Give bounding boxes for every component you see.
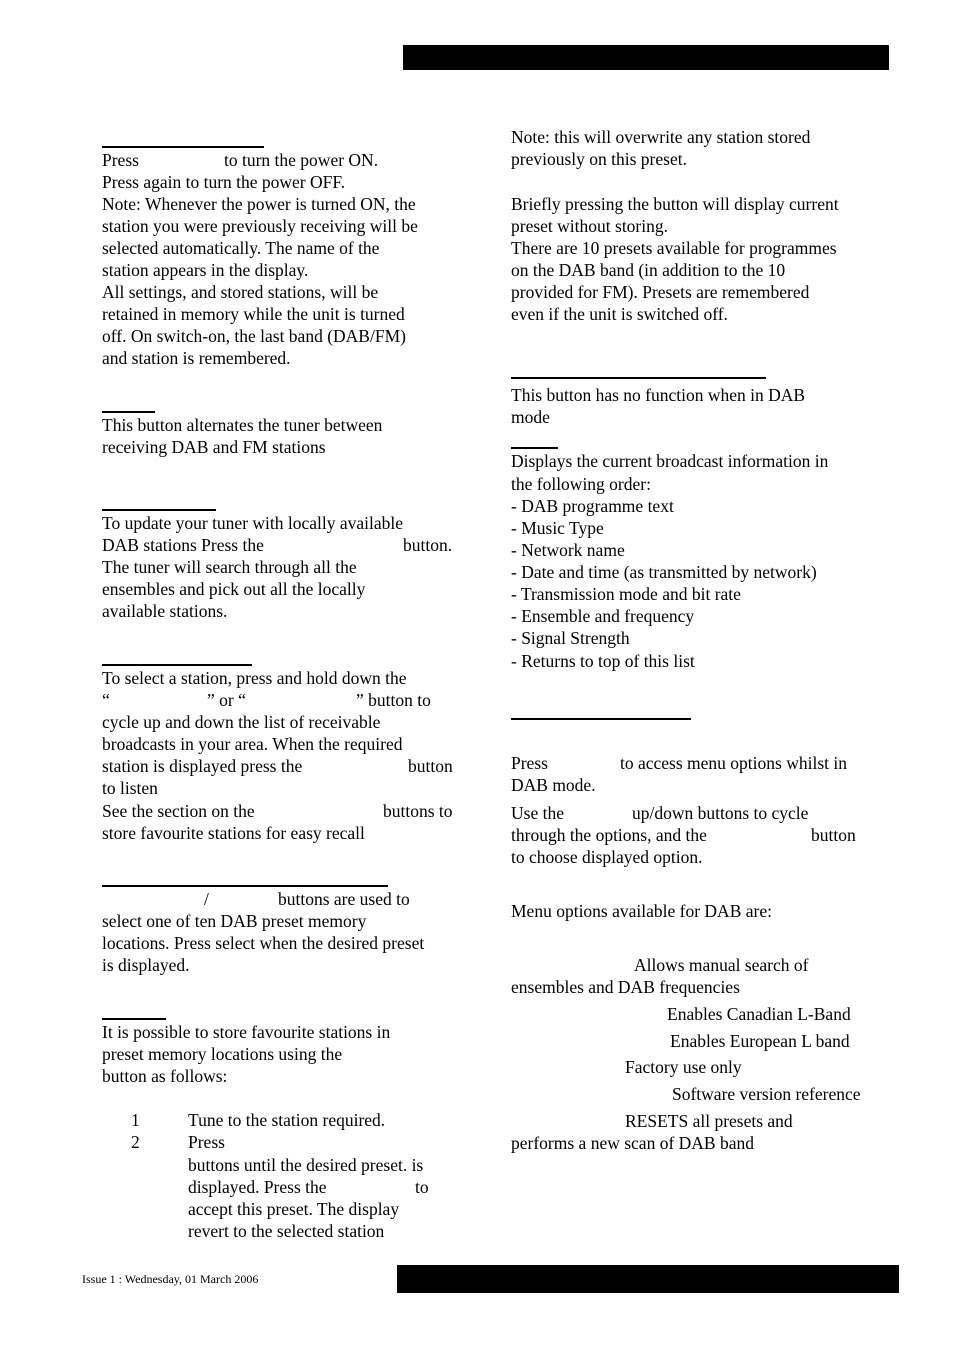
- text-line: - DAB programme text: [511, 496, 674, 516]
- text-line: “: [102, 690, 110, 710]
- text-line: The tuner will search through all the: [102, 557, 357, 577]
- text-line: store favourite stations for easy recall: [102, 823, 365, 843]
- text-line: There are 10 presets available for programmes: [511, 238, 837, 258]
- footer-issue-date: Issue 1 : Wednesday, 01 March 2006: [82, 1272, 259, 1286]
- text-line: to turn the power ON.: [224, 150, 379, 170]
- step-number: 2: [131, 1132, 140, 1152]
- text-line: selected automatically. The name of the: [102, 238, 380, 258]
- text-line: buttons until the desired preset. is: [188, 1155, 424, 1175]
- text-line: through the options, and the: [511, 825, 707, 845]
- text-line: button: [408, 756, 453, 776]
- text-line: locations. Press select when the desired preset: [102, 933, 425, 953]
- text-line: Press: [102, 150, 139, 170]
- text-line: station you were previously receiving will be: [102, 216, 418, 236]
- text-line: to access menu options whilst in: [620, 753, 847, 773]
- text-line: select one of ten DAB preset memory: [102, 911, 367, 931]
- text-line: - Returns to top of this list: [511, 651, 695, 671]
- text-line: cycle up and down the list of receivable: [102, 712, 381, 732]
- text-line: buttons are used to: [278, 889, 410, 909]
- text-line: See the section on the: [102, 801, 255, 821]
- text-line: broadcasts in your area. When the required: [102, 734, 403, 754]
- text-line: button.: [403, 535, 453, 555]
- text-line: - Music Type: [511, 518, 604, 538]
- info-heading-rule: [511, 447, 558, 449]
- store-heading-rule: [102, 1018, 166, 1020]
- text-line: This button has no function when in DAB: [511, 385, 806, 405]
- text-line: button: [811, 825, 856, 845]
- text-line: buttons to: [383, 801, 453, 821]
- text-line: Tune to the station required.: [188, 1110, 386, 1130]
- text-line: to choose displayed option.: [511, 847, 703, 867]
- text-line: To update your tuner with locally available: [102, 513, 404, 533]
- text-line: Press again to turn the power OFF.: [102, 172, 346, 192]
- footer-bar: [397, 1265, 899, 1293]
- text-line: Note: Whenever the power is turned ON, the: [102, 194, 416, 214]
- text-line: retained in memory while the unit is turned: [102, 304, 405, 324]
- text-line: off. On switch-on, the last band (DAB/FM): [102, 326, 406, 346]
- text-line: This button alternates the tuner between: [102, 415, 383, 435]
- menu-option-description: Factory use only: [625, 1057, 742, 1077]
- text-line: displayed. Press the: [188, 1177, 327, 1197]
- text-line: available stations.: [102, 601, 228, 621]
- menu-option-description: Enables European L band: [670, 1031, 850, 1051]
- nofunc-heading-rule: [511, 377, 766, 379]
- tuning-heading-rule: [102, 664, 252, 666]
- preset-heading-rule: [102, 885, 388, 887]
- text-line: - Transmission mode and bit rate: [511, 584, 741, 604]
- text-line: - Date and time (as transmitted by network): [511, 562, 817, 582]
- text-line: - Ensemble and frequency: [511, 606, 695, 626]
- text-line: receiving DAB and FM stations: [102, 437, 326, 457]
- text-line: Menu options available for DAB are:: [511, 901, 772, 921]
- band-heading-rule: [102, 411, 155, 413]
- text-line: button as follows:: [102, 1066, 228, 1086]
- menu-option-description: performs a new scan of DAB band: [511, 1133, 754, 1153]
- text-line: Note: this will overwrite any station stored: [511, 127, 811, 147]
- text-line: DAB stations Press the: [102, 535, 264, 555]
- text-line: on the DAB band (in addition to the 10: [511, 260, 786, 280]
- text-line: to: [415, 1177, 429, 1197]
- text-line: DAB mode.: [511, 775, 596, 795]
- text-line: station appears in the display.: [102, 260, 309, 280]
- menu-heading-rule: [511, 718, 691, 720]
- text-line: To select a station, press and hold down the: [102, 668, 407, 688]
- text-line: Press: [511, 753, 548, 773]
- text-line: - Signal Strength: [511, 628, 630, 648]
- text-line: Displays the current broadcast information in: [511, 451, 829, 471]
- text-line: ” button to: [356, 690, 431, 710]
- power-heading-rule: [102, 146, 264, 148]
- menu-option-description: ensembles and DAB frequencies: [511, 977, 740, 997]
- text-line: ” or “: [207, 690, 246, 710]
- text-line: Press: [188, 1132, 225, 1152]
- text-line: All settings, and stored stations, will be: [102, 282, 379, 302]
- text-line: up/down buttons to cycle: [632, 803, 809, 823]
- text-line: the following order:: [511, 474, 651, 494]
- text-line: even if the unit is switched off.: [511, 304, 728, 324]
- menu-option-description: Enables Canadian L-Band: [667, 1004, 851, 1024]
- text-line: preset without storing.: [511, 216, 668, 236]
- menu-option-description: Allows manual search of: [634, 955, 809, 975]
- text-line: - Network name: [511, 540, 625, 560]
- text-line: and station is remembered.: [102, 348, 291, 368]
- text-line: Briefly pressing the button will display current: [511, 194, 839, 214]
- text-line: is displayed.: [102, 955, 190, 975]
- text-line: It is possible to store favourite stations in: [102, 1022, 391, 1042]
- text-line: ensembles and pick out all the locally: [102, 579, 366, 599]
- header-bar: [403, 45, 889, 70]
- text-line: previously on this preset.: [511, 149, 687, 169]
- menu-option-description: RESETS all presets and: [625, 1111, 793, 1131]
- text-line: preset memory locations using the: [102, 1044, 343, 1064]
- step-number: 1: [131, 1110, 140, 1130]
- text-line: to listen: [102, 778, 158, 798]
- text-line: station is displayed press the: [102, 756, 303, 776]
- menu-option-description: Software version reference: [672, 1084, 861, 1104]
- text-line: accept this preset. The display: [188, 1199, 400, 1219]
- text-line: Use the: [511, 803, 564, 823]
- scan-heading-rule: [102, 509, 216, 511]
- text-line: provided for FM). Presets are remembered: [511, 282, 810, 302]
- text-line: mode: [511, 407, 550, 427]
- text-line: /: [204, 889, 209, 909]
- text-line: revert to the selected station: [188, 1221, 385, 1241]
